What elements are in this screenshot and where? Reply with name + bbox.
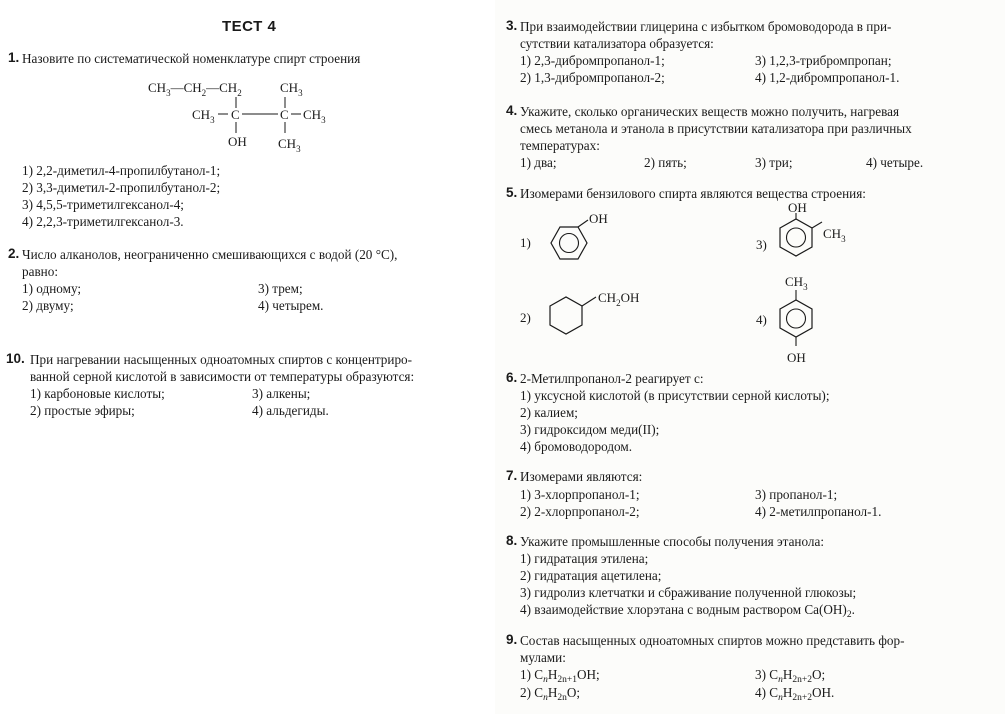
- question-text: При взаимодействии глицерина с избытком бромоводорода в при-: [520, 19, 892, 34]
- formula-text: $CH_3—CH_2—CH_2$: [148, 80, 242, 98]
- question-text: мулами:: [520, 650, 566, 665]
- answer-option[interactable]: 2) $C_nH_{2n}O$;: [520, 685, 581, 703]
- question-number: 1.: [8, 50, 20, 65]
- question-number: 3.: [506, 18, 518, 33]
- question-text: Состав насыщенных одноатомных спиртов можно представить фор-: [520, 633, 905, 648]
- formula-text: $CH_3$: [303, 107, 326, 125]
- answer-option[interactable]: 3) трем;: [258, 281, 303, 296]
- question-text: Укажите, сколько органических веществ можно получить, нагревая: [520, 104, 900, 119]
- question-number: 8.: [506, 533, 518, 548]
- answer-option[interactable]: 3) 4,5,5-триметилгексанол-4;: [22, 197, 184, 212]
- answer-option[interactable]: 2) 2-хлорпропанол-2;: [520, 504, 640, 519]
- answer-option[interactable]: 2) 3,3-диметил-2-пропилбутанол-2;: [22, 180, 221, 195]
- answer-option[interactable]: 4) альдегиды.: [252, 403, 329, 418]
- answer-option[interactable]: 1) гидратация этилена;: [520, 551, 649, 566]
- answer-option[interactable]: 2) двуму;: [22, 298, 74, 313]
- benzene-ring: [780, 300, 812, 337]
- benzene-ring: [551, 227, 587, 259]
- question-text: температурах:: [520, 138, 600, 153]
- group-oh: OH: [787, 350, 806, 365]
- question-text: 2-Метилпропанол-2 реагирует с:: [520, 371, 704, 386]
- question-text: Число алканолов, неограниченно смешивающихся с водой (20 °С),: [22, 247, 398, 262]
- question-number: 7.: [506, 468, 518, 483]
- answer-option[interactable]: 4) 1,2-дибромпропанол-1.: [755, 70, 900, 85]
- question-text: ванной серной кислотой в зависимости от температуры образуются:: [30, 369, 415, 384]
- question-number: 4.: [506, 103, 518, 118]
- answer-option[interactable]: 1) одному;: [22, 281, 82, 296]
- answer-option[interactable]: 4) 2,2,3-триметилгексанол-3.: [22, 214, 184, 229]
- question-number: 5.: [506, 185, 518, 200]
- answer-option[interactable]: 1) 2,3-дибромпропанол-1;: [520, 53, 665, 68]
- question-number: 10.: [6, 351, 25, 366]
- question-text: равно:: [22, 264, 58, 279]
- answer-option[interactable]: 1) два;: [520, 155, 557, 170]
- question-text: Назовите по систематической номенклатуре спирт строения: [22, 51, 361, 66]
- answer-option[interactable]: 4) бромоводородом.: [520, 439, 633, 454]
- test-title: ТЕСТ 4: [222, 18, 277, 35]
- question-number: 2.: [8, 246, 20, 261]
- answer-option[interactable]: 1) карбоновые кислоты;: [30, 386, 165, 401]
- answer-option[interactable]: 1) $C_nH_{2n+1}OH$;: [520, 667, 600, 685]
- question-text: Изомерами являются:: [520, 469, 643, 484]
- cyclohexane-ring: [550, 297, 582, 334]
- option-label: 4): [756, 312, 767, 327]
- answer-option[interactable]: 1) 2,2-диметил-4-пропилбутанол-1;: [22, 163, 221, 178]
- question-text: При нагревании насыщенных одноатомных спиртов с концентриро-: [30, 352, 413, 367]
- question-text: сутствии катализатора образуется:: [520, 36, 714, 51]
- question-text: Укажите промышленные способы получения этанола:: [520, 534, 825, 549]
- formula-text: $CH_3$: [192, 107, 215, 125]
- answer-option[interactable]: 4) взаимодействие хлорэтана с водным раствором $Ca(OH)_2$.: [520, 602, 855, 620]
- answer-option[interactable]: 3) пропанол-1;: [755, 487, 838, 502]
- answer-option[interactable]: 3) 1,2,3-трибромпропан;: [755, 53, 892, 68]
- formula-text: C: [280, 107, 289, 122]
- group-ch3: $CH_3$: [785, 274, 808, 292]
- answer-option[interactable]: 4) 2-метилпропанол-1.: [755, 504, 882, 519]
- answer-option[interactable]: 1) 3-хлорпропанол-1;: [520, 487, 640, 502]
- group-ch2oh: $CH_2OH$: [598, 290, 640, 308]
- option-label: 1): [520, 235, 531, 250]
- question-text: Изомерами бензилового спирта являются вещества строения:: [520, 186, 866, 201]
- option-label: 2): [520, 310, 531, 325]
- group-ch3: $CH_3$: [823, 226, 846, 244]
- formula-text: $CH_3$: [278, 136, 301, 154]
- answer-option[interactable]: 2) пять;: [644, 155, 687, 170]
- formula-text: C: [231, 107, 240, 122]
- group-oh: OH: [788, 200, 807, 215]
- answer-option[interactable]: 2) калием;: [520, 405, 578, 420]
- formula-text: $CH_3$: [280, 80, 303, 98]
- structure-o-cresol[interactable]: [752, 200, 872, 276]
- answer-option[interactable]: 1) уксусной кислотой (в присутствии серной кислоты);: [520, 388, 830, 403]
- benzene-ring: [780, 219, 812, 256]
- group-oh: OH: [589, 214, 608, 226]
- structure-cyclohexylmethanol[interactable]: [516, 284, 656, 346]
- question-text: смесь метанола и этанола в присутствии катализатора при различных: [520, 121, 912, 136]
- answer-option[interactable]: 3) гидроксидом меди(II);: [520, 422, 660, 437]
- structural-formula: [140, 76, 340, 154]
- answer-option[interactable]: 2) 1,3-дибромпропанол-2;: [520, 70, 665, 85]
- option-label: 3): [756, 237, 767, 252]
- answer-option[interactable]: 4) четырем.: [258, 298, 324, 313]
- answer-option[interactable]: 2) гидратация ацетилена;: [520, 568, 662, 583]
- question-number: 9.: [506, 632, 518, 647]
- answer-option[interactable]: 3) гидролиз клетчатки и сбраживание полученной глюкозы;: [520, 585, 857, 600]
- answer-option[interactable]: 4) $C_nH_{2n+2}OH$.: [755, 685, 835, 703]
- answer-option[interactable]: 2) простые эфиры;: [30, 403, 135, 418]
- question-number: 6.: [506, 370, 518, 385]
- answer-option[interactable]: 4) четыре.: [866, 155, 924, 170]
- structure-phenol[interactable]: [516, 214, 636, 274]
- answer-option[interactable]: 3) три;: [755, 155, 793, 170]
- answer-option[interactable]: 3) алкены;: [252, 386, 311, 401]
- structure-p-cresol[interactable]: [752, 272, 852, 368]
- answer-option[interactable]: 3) $C_nH_{2n+2}O$;: [755, 667, 826, 685]
- formula-text: OH: [228, 134, 247, 149]
